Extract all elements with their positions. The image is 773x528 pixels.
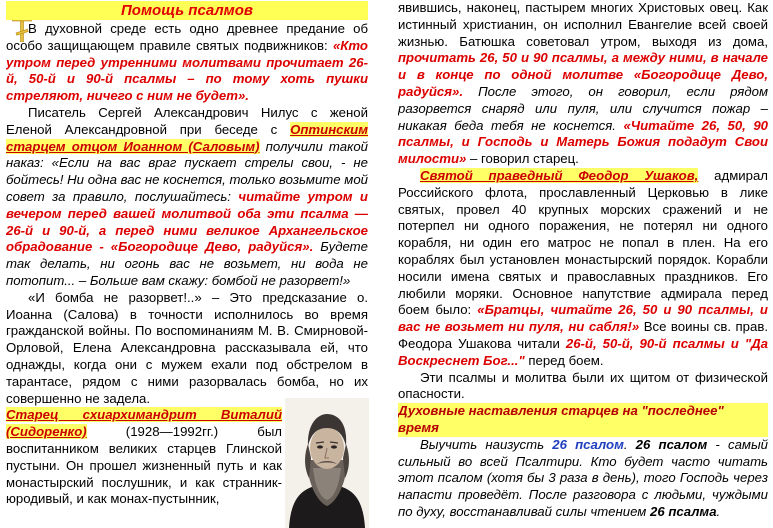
paragraph-tradition [6,21,368,105]
vitaly-cont-b: После этого, он говорил, если рядом разорвется снаряд или пуля, или случится пожар – никакая беда тебя не коснется. [398,83,768,133]
vitaly-cont-c: – говорил старец. [466,151,579,167]
paragraph-psalm26 [398,437,768,521]
tradition-quote: «Кто утром перед утренними молитвами прочитает 26-й, 50-й и 90-й псалмы – по тому хоть пушки стреляют, ничего с ним не будет». [6,37,368,104]
vitaly-text: (1928—1992гг.) был воспитанником великих старцев Глинской пустыни. Он прошел жизненный путь и как монастырский послушник, и как странник-юродивый, и как монах-пустынник, [6,424,282,507]
nilus-quote: читайте утром и вечером перед вашей молитвой оба эти псалма — 26-й и 90-й, а перед ними великое Архангельское обрадование - «Богородице Дево, радуйся». [6,188,368,255]
nilus-text-b: получили такой наказ: «Если на вас враг пускает стрелы свои, - не бойтесь! Ни одна вас не коснется, только возьмите мой совет за правило, послушайтесь: [6,138,368,204]
paragraph-ushakov [398,168,768,370]
psalm26-blue: 26 псалом [552,436,624,452]
page-title: Помощь псалмов [6,1,368,20]
psalm26-a: Выучить наизусть [420,436,553,452]
right-column [398,0,768,528]
paragraph-shield: Эти псалмы и молитва были их щитом от физической опасности. [398,369,768,402]
nilus-text-c: Будете так делать, ни огонь вас не возьмет, ни вода не потопит... – Больше вам скажу: бомбой не разорвет!» [6,239,368,288]
vitaly-quote: «Читайте 26, 50, 90 псалмы, и Господь и Матерь Божия подадут Свои милости» [398,117,768,167]
vitaly-advice: прочитать 26, 50 и 90 псалмы, а между ними, в начале и в конце по одной молитве «Богородице Дево, радуйся». [398,50,768,99]
elder-vitaly-highlight: Старец схиархимандрит Виталий (Сидоренко) [6,407,282,440]
ushakov-text-b: Все воины св. прав. Феодора Ушакова читали [398,319,768,351]
tradition-intro: В духовной среде есть одно древнее предание об [28,21,368,36]
vitaly-cont-a: явившись, наконец, пастырем многих Христовых овец. Как истинный христианин, он исполнил Евангелие всей своей жизнью. Батюшка советовал утром, выходя из дома, [398,0,768,49]
psalm26-c: - самый сильный во всей Псалтири. Кто будет часто читать этот псалом (хотя бы 3 раза в день), того Господь через напасти проведёт. После разговора с людьми, чуждыми по духу, восстанавливай силы чтением [398,436,768,519]
ushakov-text-a: адмирал Российского флота, прославленный Церковью в лике святых, провел 40 крупных морских сражений и не потерпел ни одного поражения, не потерял ни одного корабля, ни один его матрос не попал в плен. На его кораблях был установлен монастырский порядок. Корабли носили имена святых и православных праздников. Его любили моряки. Основное напутствие адмирала перед боем было: [398,167,768,318]
tradition-intro-cont: особо защищающем правиле святых подвижников: [6,37,333,53]
ushakov-psalms: 26-й, 50-й, 90-й псалмы и "Да Воскреснет Бог..." [398,335,768,368]
elder-portrait-image [285,398,369,528]
paragraph-nilus [6,105,368,290]
psalm26-bold-2: 26 псалма [650,503,717,519]
paragraph-vitaly-cont [398,0,768,168]
nilus-text-a: Писатель Сергей Александрович Нилус с женой Еленой Александровной при беседе с [6,104,368,137]
psalm26-bold: 26 псалом [635,436,708,452]
ushakov-quote: «Братцы, читайте 26, 50 и 90 псалмы, и вас не возьмет ни пуля, ни сабля!» [398,302,768,335]
ushakov-highlight: Святой праведный Феодор Ушаков, [420,167,699,183]
section-heading-instructions: Духовные наставления старцев на "последнее" время [398,403,768,437]
psalm26-b: . [623,436,636,452]
elder-ioann-highlight: Оптинским старцем отцом Иоанном (Саловым) [6,121,368,154]
paragraph-prophecy: «И бомба не разорвет!..» – Это предсказание о. Иоанна (Салова) в точности исполнилось во время гражданской войны. По воспоминаниям М. В. Смирновой-Орловой, Елена Александровна рассказывала ей, что однажды, когда они с мужем ехали под обстрелом в тарантасе, рядом с ними разорвалась бомба, но их совершенно не задела. [6,289,368,406]
ushakov-text-c: перед боем. [524,352,604,368]
psalm26-d: . [716,503,721,519]
